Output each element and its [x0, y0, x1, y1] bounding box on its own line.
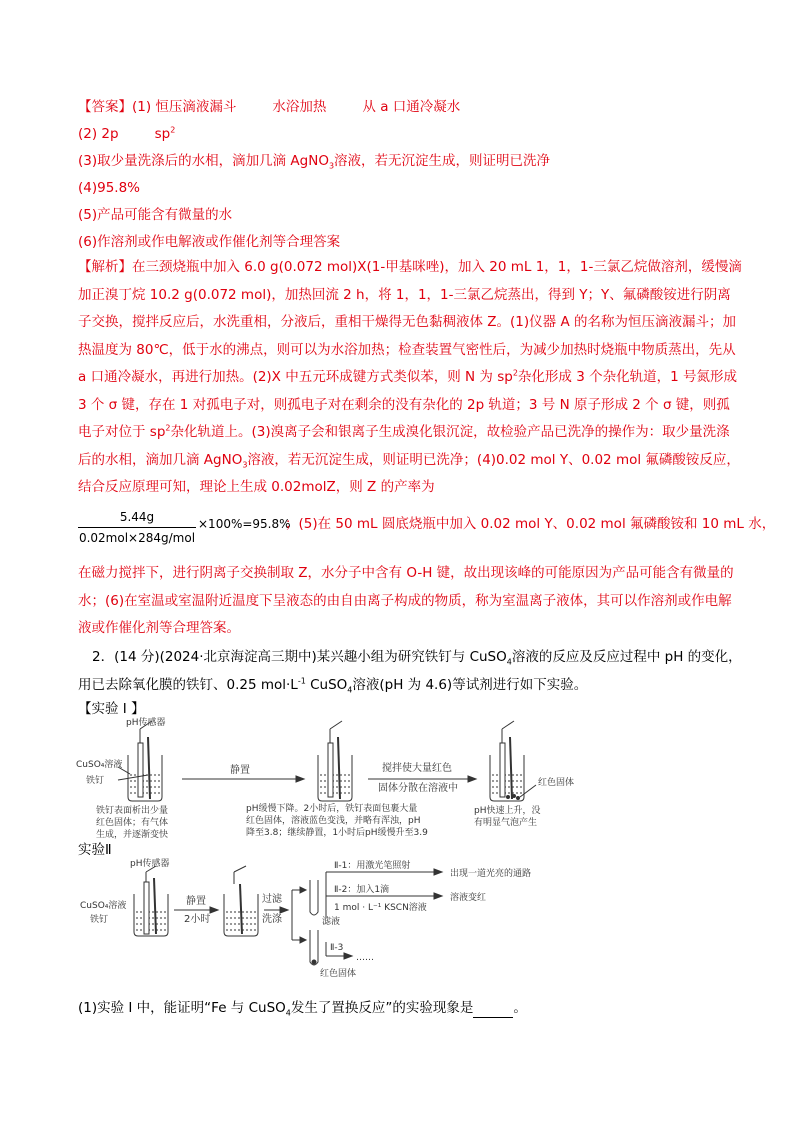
experiment-2-label: 实验Ⅱ [78, 842, 112, 858]
beaker-3 [490, 755, 524, 801]
exp2-nail-label: 铁钉 [90, 915, 109, 925]
beaker-a [134, 894, 168, 936]
iron-nail-1 [148, 737, 150, 799]
answer-line-1 [78, 97, 460, 117]
q2-text-d: 溶液(pH 为 4.6)等试剂进行如下实验。 [352, 676, 588, 693]
analysis-text-2: 杂化形成 3 个杂化轨道，1 号氮形成 3 个 σ 键，存在 1 对孤电子对，则孤电子对在剩余的没有杂化的 2p 轨道；3 号 N 原子形成 2 个 σ 键，则孤电子对位于 sp [78, 369, 737, 440]
q2-1-sub: 4 [285, 1008, 291, 1018]
analysis-text-6: 在磁力搅拌下，进行阴离子交换制取 Z，水分子中含有 O-H 键，故出现该峰的可能原因为产品可能含有微量的水；(6)在室温或室温附近温度下呈液态的由自由离子构成的物质，称为室温离子液体，其可以作溶剂或作电解液或作催化剂等合理答案。 [78, 565, 734, 636]
exp2-arrow1-label-b: 2小时 [184, 914, 211, 925]
answer-1b: 水浴加热 [272, 99, 327, 115]
analysis-paragraph [78, 254, 742, 502]
exp2-arrow2-label-b: 洗涤 [262, 914, 282, 925]
q2-sub-2: 4 [347, 685, 353, 695]
exp1-cuso4-label: CuSO₄溶液 [76, 760, 123, 770]
fraction-bar [78, 527, 196, 528]
answer-1c: 从 a 口通冷凝水 [362, 99, 461, 115]
beaker-1 [128, 755, 162, 801]
answer-3b: 溶液，若无沉淀生成，则证明已洗净 [334, 153, 551, 169]
fraction-numerator: 5.44g [119, 510, 155, 524]
exp2-arrow1-label-a: 静置 [186, 896, 206, 907]
exp1-sensor-label: pH传感器 [126, 718, 166, 728]
exp1-note1-1: 铁钉表面析出少量 [96, 806, 169, 816]
exp2-b2-reagent: 1 mol · L⁻¹ KSCN溶液 [334, 903, 427, 913]
exp2-arrow2-label-a: 过滤 [262, 894, 282, 905]
exp1-note1-3: 生成，并逐渐变快 [96, 830, 169, 840]
q2-text-b: 溶液的反应及反应过程中 pH 的变化，用已去除氧化膜的铁钉、0.25 mol·L [78, 649, 742, 693]
q2-1-text-b: 发生了置换反应”的实验现象是 [290, 1000, 474, 1016]
answer-label: 【答案】 [78, 99, 132, 115]
fraction-denominator: 0.02mol×284g/mol [78, 531, 196, 545]
exp2-b2-label: Ⅱ-2：加入1滴 [334, 885, 390, 895]
exp2-b3-label: Ⅱ-3 [330, 943, 344, 953]
exp1-note2-3: 降至3.8；继续静置，1小时后pH缓慢升至3.9 [246, 828, 428, 838]
analysis-text-5: ；(5)在 50 mL 圆底烧瓶中加入 0.02 mol Y、0.02 mol 氟磷酸铵和 10 mL 水， [285, 516, 776, 532]
experiment-2-diagram [80, 859, 610, 988]
analysis-text-3: 杂化轨道上。(3)溴离子会和银离子生成溴化银沉淀，故检验产品已洗净的操作为：取少量洗涤后的水相，滴加几滴 AgNO [78, 424, 730, 468]
answer-line-6: (6)作溶剂或作电解液或作催化剂等合理答案 [78, 234, 341, 250]
test-tube-filtrate [310, 880, 318, 915]
yield-fraction [78, 508, 196, 547]
exp1-red-solid-label: 红色固体 [538, 778, 575, 788]
exp2-b1-result: 出现一道光亮的通路 [450, 869, 532, 879]
question-2 [78, 644, 742, 699]
exp1-note3-2: 有明显气泡产生 [474, 818, 538, 828]
analysis-text-1: 在三颈烧瓶中加入 6.0 g(0.072 mol)X(1-甲基咪唑)，加入 20 mL 1，1，1-三氯乙烷做溶剂，缓慢滴加正溴丁烷 10.2 g(0.072 mol)，加热回流 2 h，将 1，1，1-三氯乙烷蒸出，得到 Y；Y、氟磷酸铵进行阴离子交换，搅拌反应后，水洗重相，分液后，重相干燥得无色黏稠液体 Z。(1)仪器 A 的名称为恒压滴液漏斗；加热温度为 80℃，低于水的沸点，则可以为水浴加热；检查装置气密性后，为减少加热时烧瓶中物质蒸出，先从 a 口通冷凝水，再进行加热。(2)X 中五元环成键方式类似苯，则 N 为 sp [78, 259, 742, 385]
answer-2b: sp [154, 126, 171, 142]
fraction-tail: ×100%=95.8% [198, 517, 291, 531]
q2-1-text-c: 。 [513, 1000, 527, 1016]
exp1-nail-label: 铁钉 [86, 776, 105, 786]
exp1-note2-1: pH缓慢下降。2小时后，铁钉表面包裹大量 [246, 804, 418, 814]
analysis-sup-2: 2 [165, 423, 171, 433]
exp1-arrow1-label: 静置 [230, 765, 250, 776]
beaker-2 [318, 755, 352, 801]
experiment-1-label: 【实验 I 】 [78, 701, 145, 717]
exp2-sensor-label: pH传感器 [130, 859, 170, 869]
exp1-arrow2-label-b: 固体分散在溶液中 [378, 783, 458, 794]
analysis-sub-1: 3 [242, 460, 248, 470]
exp2-cuso4-label: CuSO₄溶液 [80, 901, 127, 911]
analysis-sup-1: 2 [512, 368, 518, 378]
exp1-arrow2-label-a: 搅拌使大量红色 [382, 763, 452, 774]
exp2-b3-result: …… [356, 953, 374, 963]
answer-2b-sup: 2 [170, 125, 176, 135]
answer-line-2 [78, 124, 175, 144]
answer-blank[interactable] [473, 1003, 513, 1018]
exp2-red-solid-label: 红色固体 [320, 969, 357, 979]
exp1-note1-2: 红色固体；有气体 [96, 818, 169, 828]
exp2-b2-result: 溶液变红 [450, 893, 487, 903]
q2-sup-1: -1 [297, 676, 306, 685]
answer-3-sub: 3 [328, 161, 335, 171]
answer-2a: (2) 2p [78, 126, 119, 142]
q2-1-text-a: (1)实验 I 中，能证明“Fe 与 CuSO [78, 1000, 286, 1016]
answer-1a: (1) 恒压滴液漏斗 [132, 99, 237, 115]
ph-sensor-1 [138, 743, 143, 797]
answer-line-4: (4)95.8% [78, 180, 141, 196]
answer-line-3 [78, 151, 550, 171]
exp1-note2-2: 红色固体，溶液蓝色变浅，并略有浑浊，pH [246, 816, 421, 826]
analysis-text-4: 溶液，若无沉淀生成，则证明已洗净；(4)0.02 mol Y、0.02 mol 氟磷酸铵反应，结合反应原理可知，理论上生成 0.02molZ，则 Z 的产率为 [78, 451, 740, 495]
exp1-note3-1: pH快速上升，没 [474, 806, 541, 816]
exp2-b1-label: Ⅱ-1：用激光笔照射 [334, 861, 411, 871]
answer-line-5: (5)产品可能含有微量的水 [78, 207, 233, 223]
analysis-label: 【解析】 [78, 259, 132, 275]
exp2-filtrate-label: 滤液 [322, 917, 341, 927]
q2-text-c: CuSO [305, 676, 348, 693]
answer-3a: (3)取少量洗涤后的水相，滴加几滴 AgNO [78, 153, 329, 169]
q2-sub-1: 4 [506, 657, 512, 667]
q2-text-a: 2．(14 分)(2024·北京海淀高三期中)某兴趣小组为研究铁钉与 CuSO [92, 649, 507, 665]
question-2-1 [78, 998, 527, 1018]
